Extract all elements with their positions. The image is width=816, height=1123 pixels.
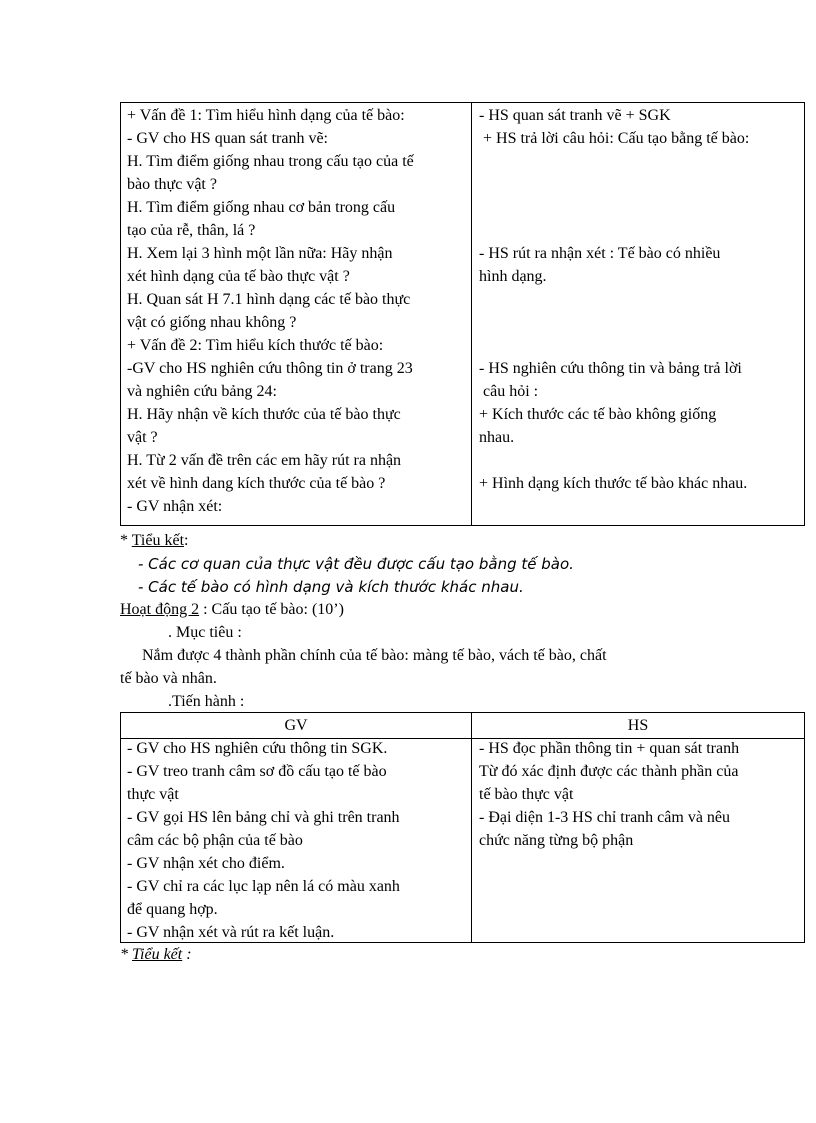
summary-star: *	[120, 532, 132, 549]
table-row: bào thực vật ?	[127, 176, 217, 193]
activity-title-rest: : Cấu tạo tế bào: (10’)	[199, 601, 344, 618]
procedure-label: .Tiến hành :	[168, 693, 245, 710]
table-row: -GV cho HS nghiên cứu thông tin ở trang 23	[127, 360, 413, 377]
table-row: Từ đó xác định được các thành phần của	[479, 763, 739, 780]
table-row: xét về hình dang kích thước của tế bào ?	[127, 475, 386, 492]
table-row: và nghiên cứu bảng 24:	[127, 383, 277, 400]
table-row: chức năng từng bộ phận	[479, 832, 634, 849]
column-divider	[471, 713, 472, 942]
table-row: H. Hãy nhận về kích thước của tế bào thực	[127, 406, 401, 423]
summary-colon: :	[182, 946, 192, 963]
summary-point: - Các cơ quan của thực vật đều được cấu tạo bằng tế bào.	[138, 555, 574, 573]
table-row: câu hỏi :	[483, 383, 539, 400]
table-row: tạo của rễ, thân, lá ?	[127, 222, 256, 239]
table-row: H. Quan sát H 7.1 hình dạng các tế bào thực	[127, 291, 411, 308]
activity-title: Hoạt động 2	[120, 601, 200, 618]
table-row: - GV gọi HS lên bảng chỉ và ghi trên tranh	[127, 809, 400, 826]
table-row: - HS quan sát tranh vẽ + SGK	[479, 107, 671, 124]
table-row: - GV nhận xét và rút ra kết luận.	[127, 924, 335, 941]
activity-heading	[120, 599, 344, 621]
table-row: - GV chỉ ra các lục lạp nên lá có màu xanh	[127, 878, 400, 895]
activity-table-2	[120, 712, 805, 943]
table-row: + Vấn đề 1: Tìm hiểu hình dạng của tế bào:	[127, 107, 405, 124]
table-row: vật có giống nhau không ?	[127, 314, 297, 331]
table-row: thực vật	[127, 786, 179, 803]
table-row: để quang hợp.	[127, 901, 218, 918]
table-row: - HS đọc phần thông tin + quan sát tranh	[479, 740, 740, 757]
summary-heading	[120, 530, 188, 552]
table-row: - GV treo tranh câm sơ đồ cấu tạo tế bào	[127, 763, 387, 780]
summary-heading	[120, 944, 192, 966]
summary-star: *	[120, 946, 132, 963]
table-row: - GV cho HS nghiên cứu thông tin SGK.	[127, 740, 388, 757]
objective-text: Nắm được 4 thành phần chính của tế bào: màng tế bào, vách tế bào, chất	[142, 647, 607, 664]
header-gv: GV	[284, 717, 308, 734]
table-row: H. Xem lại 3 hình một lần nữa: Hãy nhận	[127, 245, 393, 262]
table-row: - HS nghiên cứu thông tin và bảng trả lời	[479, 360, 742, 377]
table-row: H. Tìm điểm giống nhau trong cấu tạo của tế	[127, 153, 414, 170]
summary-colon: :	[184, 532, 189, 549]
objective-text: tế bào và nhân.	[120, 670, 217, 687]
table-row: - GV nhận xét:	[127, 498, 223, 515]
table-row: nhau.	[479, 429, 515, 446]
header-hs: HS	[627, 717, 649, 734]
table-row: + Kích thước các tế bào không giống	[479, 406, 717, 423]
table-row: - Đại diện 1-3 HS chỉ tranh câm và nêu	[479, 809, 731, 826]
table-row: hình dạng.	[479, 268, 547, 285]
column-divider	[471, 103, 472, 525]
table-row: + Vấn đề 2: Tìm hiểu kích thước tế bào:	[127, 337, 384, 354]
table-row: H. Từ 2 vấn đề trên các em hãy rút ra nhận	[127, 452, 402, 469]
objective-label: . Mục tiêu :	[168, 624, 242, 641]
activity-table-1	[120, 102, 805, 526]
table-row: câm các bộ phận của tế bào	[127, 832, 303, 849]
table-row: xét hình dạng của tế bào thực vật ?	[127, 268, 350, 285]
table-row: - GV nhận xét cho điểm.	[127, 855, 285, 872]
table-row: + HS trả lời câu hỏi: Cấu tạo bằng tế bào:	[483, 130, 750, 147]
summary-label: Tiểu kết	[131, 532, 185, 549]
table-row: tế bào thực vật	[479, 786, 574, 803]
summary-label: Tiểu kết	[132, 946, 183, 963]
table-row: + Hình dạng kích thước tế bào khác nhau.	[479, 475, 748, 492]
table-row: H. Tìm điểm giống nhau cơ bản trong cấu	[127, 199, 396, 216]
summary-point: - Các tế bào có hình dạng và kích thước khác nhau.	[138, 578, 524, 596]
table-row: - HS rút ra nhận xét : Tế bào có nhiều	[479, 245, 721, 262]
table-row: - GV cho HS quan sát tranh vẽ:	[127, 130, 328, 147]
table-row: vật ?	[127, 429, 158, 446]
